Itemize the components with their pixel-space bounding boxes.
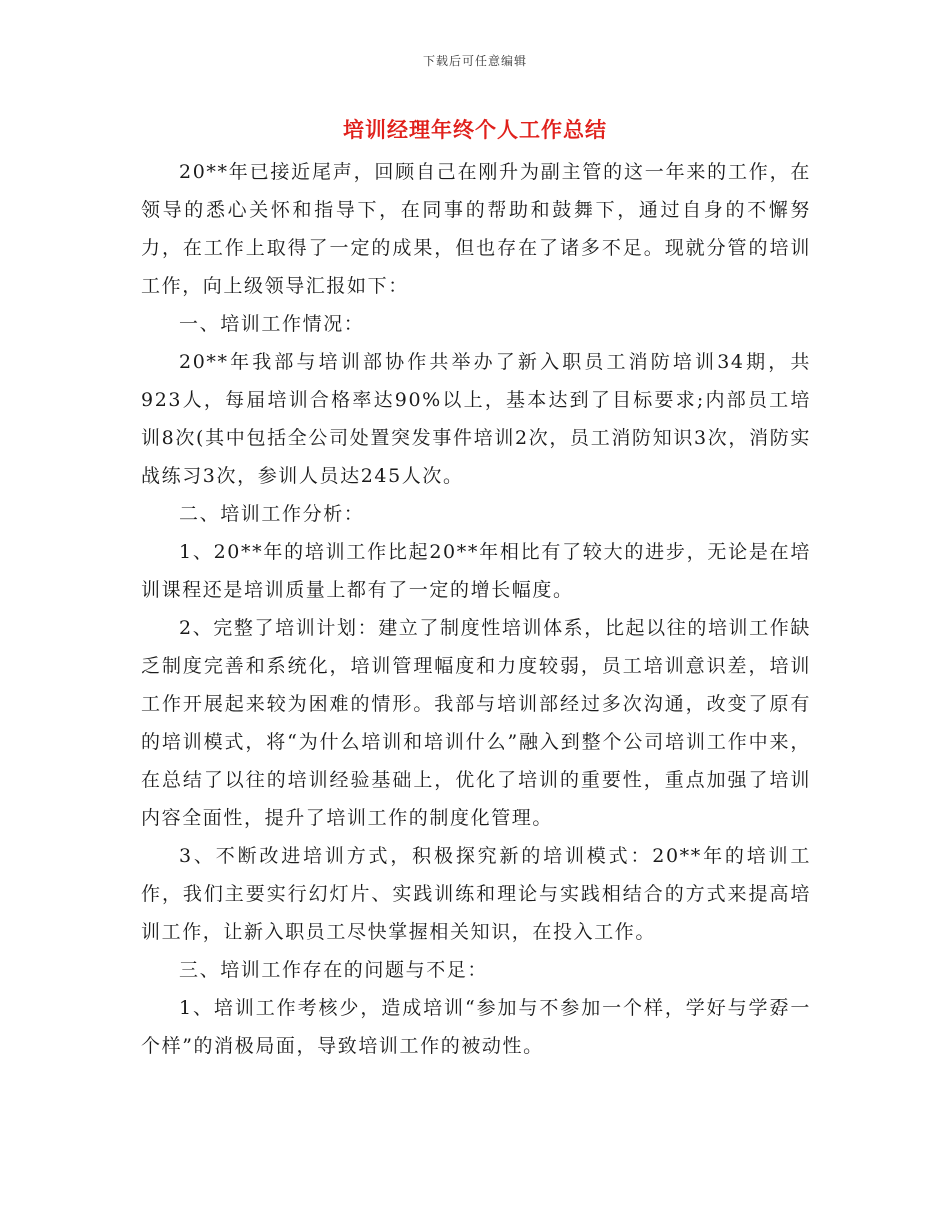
header-note: 下载后可任意编辑 — [422, 54, 527, 68]
document-body — [141, 153, 811, 1065]
section-heading-training-analysis: 二、培训工作分析： — [179, 503, 365, 525]
intro-paragraph: 20**年已接近尾声，回顾自己在刚升为副主管的这一年来的工作，在领导的悉心关怀和指导下，在同事的帮助和鼓舞下，通过自身的不懈努力，在工作上取得了一定的成果，但也存在了诸多不足。现就分管的培训工作，向上级领导汇报如下： — [141, 161, 811, 297]
problem-item-1: 1、培训工作考核少，造成培训“参加与不参加一个样，学好与学孬一个样”的消极局面，导致培训工作的被动性。 — [141, 997, 811, 1057]
analysis-item-1: 1、20**年的培训工作比起20**年相比有了较大的进步，无论是在培训课程还是培训质量上都有了一定的增长幅度。 — [141, 541, 811, 601]
training-status-paragraph: 20**年我部与培训部协作共举办了新入职员工消防培训34期，共923人，每届培训合格率达90%以上，基本达到了目标要求;内部员工培训8次(其中包括全公司处置突发事件培训2次，员工消防知识3次，消防实战练习3次，参训人员达245人次。 — [141, 351, 811, 487]
document-title: 培训经理年终个人工作总结 — [343, 117, 607, 142]
section-heading-problems: 三、培训工作存在的问题与不足： — [179, 959, 489, 981]
analysis-item-2: 2、完整了培训计划：建立了制度性培训体系，比起以往的培训工作缺乏制度完善和系统化，培训管理幅度和力度较弱，员工培训意识差，培训工作开展起来较为困难的情形。我部与培训部经过多次沟通，改变了原有的培训模式，将“为什么培训和培训什么”融入到整个公司培训工作中来，在总结了以往的培训经验基础上，优化了培训的重要性，重点加强了培训内容全面性，提升了培训工作的制度化管理。 — [141, 617, 811, 829]
section-heading-training-status: 一、培训工作情况： — [179, 313, 365, 335]
analysis-item-3: 3、不断改进培训方式，积极探究新的培训模式：20**年的培训工作，我们主要实行幻灯片、实践训练和理论与实践相结合的方式来提高培训工作，让新入职员工尽快掌握相关知识，在投入工作。 — [141, 845, 811, 943]
